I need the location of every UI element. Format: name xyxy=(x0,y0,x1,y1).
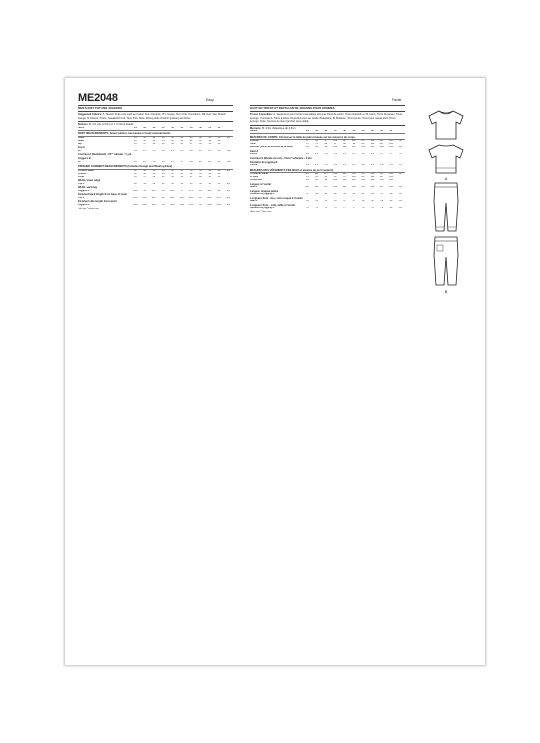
measurement-row: Haut A 54 55 55 56 57 57 58 58 59 60 cm xyxy=(250,200,402,203)
body-measurements-table xyxy=(78,137,233,146)
measurement-row: Pantalon de jogging B 74 75 75 76 77 77 78 79 79 80 cm xyxy=(250,207,402,210)
sizes-row: Sizes 34 36 38 40 42 44 46 48 50 52 xyxy=(78,127,233,131)
difficulty-fr: Facile xyxy=(392,98,402,102)
sizes-row: Tailles 34 36 38 40 42 44 46 48 50 52 xyxy=(250,130,405,134)
finished-measurements-heading-fr: MESURES DES VÊTEMENTS FINI (Motif et aisance de port compris) xyxy=(250,169,405,173)
measurement-row: 60"* 1¾ 1¾ 1⅞ 1⅞ 1⅞ 2 2⅛ 2¼ 2⅜ 2⅜ Yds xyxy=(78,160,231,163)
width-lower-label: Width, lower edge xyxy=(78,179,101,183)
measurement-row: 60"* 1⅝ 1⅝ 1⅝ 1⅝ 1⅝ 1¾ 1¾ 1¾ 1⅞ 1⅞ Yds xyxy=(78,149,231,152)
contrast-a-label-fr: Contrast A (Bande du col) • 51cm* tubulaire • 0.2m xyxy=(250,156,312,160)
side-length-row xyxy=(78,204,233,207)
measurement-row: 150cm* 1.4 1.4 1.4 1.4 1.5 1.5 1.5 1.6 1.7 1.7 m xyxy=(250,153,402,156)
width-lower-row xyxy=(78,183,233,186)
english-column xyxy=(78,93,233,211)
measurement-row: Waist 28 30 32 34 36 39 42 44 46 48 " xyxy=(78,139,229,142)
joggers-b-label-fr: Pantalon de jogging B xyxy=(250,160,278,164)
measurement-row: A Chest, Waist 42 44 46 48 50 52 54 56 58 60 Ins xyxy=(78,169,230,172)
measurement-row: B Hanches 89 94 99 104 109 114 119 124 130 135 " xyxy=(250,179,401,182)
pattern-code: ME2048 xyxy=(78,92,118,104)
size-table-en xyxy=(78,127,233,131)
measurement-row: Poitrine 87 92 97 102 107 112 117 122 127 132 cm xyxy=(250,140,402,143)
measurement-row: A Poitrine, Taille 107 112 117 122 127 132 137 142 147 152 cm xyxy=(250,173,402,176)
measurement-row: Haut A 107 112 117 122 127 132 137 142 147 152 cm xyxy=(250,186,402,189)
body-measurements-heading-fr: MESURES DU CORPS: Choisissez la taille du patron basée sur les mesures du corps xyxy=(250,136,405,140)
top-a-yardage-fr xyxy=(250,153,405,156)
measurement-row: Taille 71 76 82 87 92 99 107 112 117 122 " xyxy=(250,143,401,146)
view-b-label: B xyxy=(444,289,448,294)
joggers-back-illustration xyxy=(426,235,466,289)
back-length-label-fr: Longueur finie - dos, votre nuque à l'ourlet xyxy=(250,196,303,200)
width-leg-label-fr: Largeur, chaque jambe xyxy=(250,189,279,193)
french-column xyxy=(250,93,405,215)
top-a-label: Top A xyxy=(78,146,86,150)
top-back-illustration xyxy=(425,142,467,176)
back-length-label: Finished back length from base of neck xyxy=(78,193,127,197)
contrast-a-label: Contrast A (Neckband) • 20"* tubular • ⅛ yd. xyxy=(78,153,132,157)
measurement-row: Joggers B 29⅛ 29⅜ 29⅝ 30 30⅛ 30⅜ 30⅝ 31 31⅛ 31⅜ Ins xyxy=(78,203,230,206)
side-length-label: Finished side length from waist xyxy=(78,200,117,204)
width-lower-row-fr xyxy=(250,186,405,189)
width-lower-label-fr: Largeur à l'ourlet xyxy=(250,182,272,186)
difficulty-en: Easy xyxy=(206,98,214,102)
notions-text: Notions: B: 2⅝ yds. (2.6m) of 1" (2.5cm) elastic. xyxy=(78,123,135,127)
finished-measurements-table-fr xyxy=(250,173,405,182)
measurement-row: Pantalon de jogging B 37 38 39 41 41 43 45 46 47 48 cm xyxy=(250,193,402,196)
measurement-row: Chest 34 36 38 40 42 44 46 48 50 52 Ins xyxy=(78,136,230,139)
measurement-row: Joggers B 14⅝ 15 15½ 16 16¼ 17 17⅝ 18 18½ 19 Ins xyxy=(78,189,230,192)
size-table-fr xyxy=(250,130,405,134)
top-a-label-fr: Haut A xyxy=(250,149,259,153)
measurement-row: Top A 42 44 46 48 50 52 54 56 58 60 Ins xyxy=(78,182,230,185)
footnote-fr: *Avec sens **Sans sens xyxy=(250,211,272,214)
notions-text-fr: Mercerie: B: 2.6m d'élastique de 2.5cm. xyxy=(250,126,297,130)
title-fr: HAUT EN TRICOT ET PANTALON DE JOGGING POUR HOMMES xyxy=(250,106,335,110)
footnote-en: *with nap **without nap xyxy=(78,208,99,211)
body-measurements-heading: BODY MEASUREMENTS: Select pattern size based on body measurements xyxy=(78,132,233,136)
finished-measurements-heading: FINISHED GARMENT MEASUREMENTS (Includes Design and Wearing Ease) xyxy=(78,165,233,169)
measurement-row: B Hip 35 37 39 41 43 45 47 49 51 53 " xyxy=(78,175,229,178)
side-length-row-fr xyxy=(250,207,405,210)
width-leg-label: Width, each leg xyxy=(78,186,97,190)
measurement-row: Top A 21½ 21½ 21¾ 22 22¼ 22½ 22¾ 23 23¼ 23½ Ins xyxy=(78,196,230,199)
side-length-label-fr: Longueur finie – côté, taille à l'ourlet xyxy=(250,203,296,207)
joggers-b-label: Joggers B xyxy=(78,157,91,161)
width-leg-row-fr xyxy=(250,193,405,196)
measurement-row: Hip 35 37 39 41 43 45 47 49 51 53 " xyxy=(78,142,229,145)
fabrics-text: Suggested Fabrics: A: Stretch Knits only such as Cotton Knit, Interlock, ITY, Jersey, Terry Knit. Contrast A: Rib Knit. See Stretch Gauge. B: Fleece, Ponte, Sweatshirt Knit, Terry Knit. Note: Wrong side of fabric (pocket) will show. xyxy=(78,113,226,120)
measurement-row: B Waist 30 32 34 36 38 40 42 44 46 48 " xyxy=(78,172,229,175)
divider xyxy=(250,125,405,126)
back-length-row-fr xyxy=(250,200,405,203)
view-a-label: A xyxy=(444,176,448,181)
pattern-envelope-back xyxy=(65,78,485,665)
title-en: MEN'S KNIT TOP AND JOGGERS xyxy=(78,106,122,110)
finished-measurements-table xyxy=(78,170,233,179)
measurement-row: 150cm* 1.5 1.5 1.5 1.5 1.5 1.5 1.8 1.9 1.9 1.9 m xyxy=(250,164,402,167)
body-measurements-table-fr xyxy=(250,140,405,149)
measurement-row: B Taille 76 81 86 91 97 102 107 112 117 122 " xyxy=(250,176,401,179)
fabrics-text-fr: Tissus Conseillés: A: Seulement pour tricots extensibles tels que Tricot de coton, Tricot interlock en fil retors, Tricot de jersey, Tricot éponge. Contrast A: Tricot à côtes. Reportez-vous au Guide d'élasticité. B: Molleton, Tricot ponte, Tricot pour sweat-shirt, Tricot éponge. Note: l'envers du tissu (poche) sera visible. xyxy=(250,113,402,124)
joggers-front-illustration xyxy=(426,181,466,235)
garment-illustrations xyxy=(420,108,472,294)
joggers-b-yardage-fr xyxy=(250,164,405,167)
joggers-b-yardage xyxy=(78,161,233,164)
measurement-row: Hanches (23cm au-dessous de la taille) 89 94 99 104 109 114 119 124 128 135 cm xyxy=(250,146,402,149)
top-front-illustration xyxy=(425,108,467,142)
